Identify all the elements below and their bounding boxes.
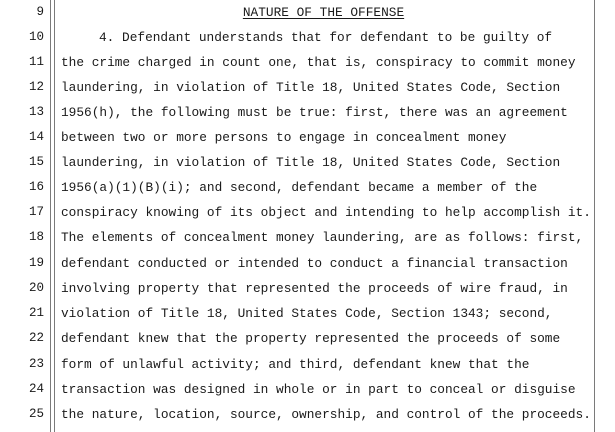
line-number: 10 bbox=[28, 30, 44, 44]
line-10 bbox=[0, 25, 615, 50]
paragraph-line: the nature, location, source, ownership, and control of the proceeds. bbox=[61, 407, 591, 422]
paragraph-line: form of unlawful activity; and third, defendant knew that the bbox=[61, 357, 530, 372]
paragraph-line: violation of Title 18, United States Code, Section 1343; second, bbox=[61, 306, 553, 321]
line-number: 9 bbox=[36, 5, 44, 19]
line-20 bbox=[0, 276, 615, 301]
section-heading: NATURE OF THE OFFENSE bbox=[242, 5, 405, 20]
paragraph-line: involving property that represented the proceeds of wire fraud, in bbox=[61, 281, 568, 296]
line-23 bbox=[0, 352, 615, 377]
line-number: 15 bbox=[28, 155, 44, 169]
line-25 bbox=[0, 402, 615, 427]
paragraph-line: defendant knew that the property represented the proceeds of some bbox=[61, 331, 561, 346]
line-21 bbox=[0, 301, 615, 326]
paragraph-line: defendant conducted or intended to conduct a financial transaction bbox=[61, 256, 568, 271]
line-number: 12 bbox=[28, 80, 44, 94]
line-19 bbox=[0, 251, 615, 276]
paragraph-line: between two or more persons to engage in concealment money bbox=[61, 130, 507, 145]
line-number: 16 bbox=[28, 180, 44, 194]
line-17 bbox=[0, 200, 615, 225]
line-15 bbox=[0, 150, 615, 175]
paragraph-line: laundering, in violation of Title 18, United States Code, Section bbox=[61, 155, 561, 170]
line-number: 23 bbox=[28, 357, 44, 371]
line-number: 18 bbox=[28, 230, 44, 244]
line-13 bbox=[0, 100, 615, 125]
paragraph-line: 1956(h), the following must be true: first, there was an agreement bbox=[61, 105, 568, 120]
paragraph-line: transaction was designed in whole or in part to conceal or disguise bbox=[61, 382, 576, 397]
line-number: 11 bbox=[28, 55, 44, 69]
line-24 bbox=[0, 377, 615, 402]
line-number: 20 bbox=[28, 281, 44, 295]
line-22 bbox=[0, 326, 615, 351]
paragraph-line: 4. Defendant understands that for defendant to be guilty of bbox=[99, 30, 553, 45]
paragraph-line: conspiracy knowing of its object and intending to help accomplish it. bbox=[61, 205, 591, 220]
line-9 bbox=[0, 0, 615, 25]
line-number: 21 bbox=[28, 306, 44, 320]
line-11 bbox=[0, 50, 615, 75]
line-number: 24 bbox=[28, 382, 44, 396]
paragraph-line: laundering, in violation of Title 18, United States Code, Section bbox=[61, 80, 561, 95]
line-number: 25 bbox=[28, 407, 44, 421]
line-14 bbox=[0, 125, 615, 150]
line-number: 14 bbox=[28, 130, 44, 144]
line-18 bbox=[0, 225, 615, 250]
paragraph-line: the crime charged in count one, that is, conspiracy to commit money bbox=[61, 55, 576, 70]
line-16 bbox=[0, 175, 615, 200]
line-number: 13 bbox=[28, 105, 44, 119]
line-number: 17 bbox=[28, 205, 44, 219]
line-number: 22 bbox=[28, 331, 44, 345]
line-number: 19 bbox=[28, 256, 44, 270]
paragraph-line: 1956(a)(1)(B)(i); and second, defendant became a member of the bbox=[61, 180, 538, 195]
paragraph-line: The elements of concealment money laundering, are as follows: first, bbox=[61, 230, 584, 245]
line-12 bbox=[0, 75, 615, 100]
